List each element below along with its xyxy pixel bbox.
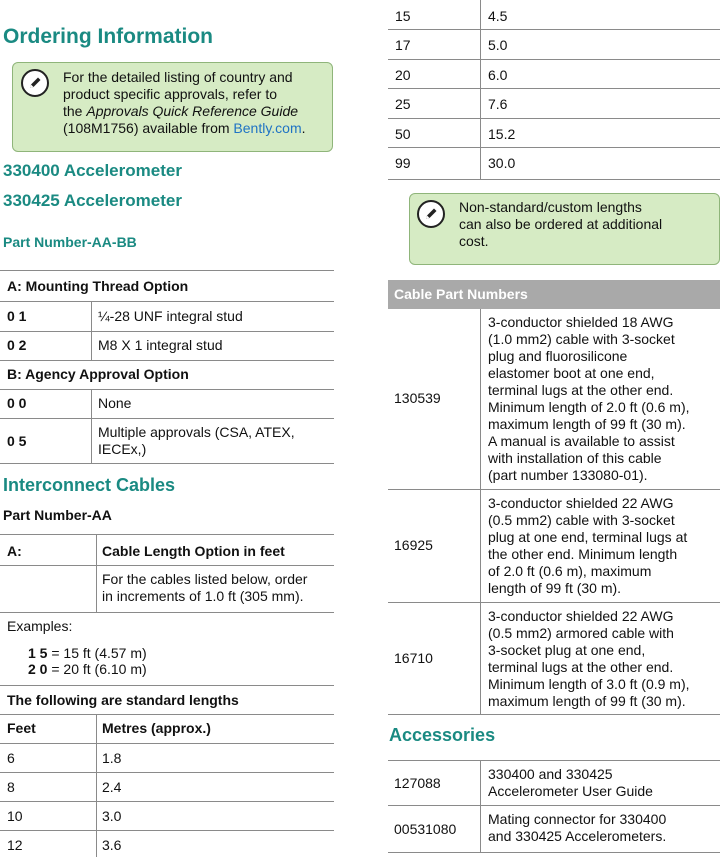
cable-part-numbers-header <box>388 280 720 309</box>
length-row <box>388 89 720 119</box>
note-line <box>63 120 331 137</box>
length-row <box>0 802 334 831</box>
length-row <box>388 148 720 180</box>
instruction-line: For the cables listed below, order <box>102 571 308 587</box>
length-feet: 50 <box>395 126 411 142</box>
accessory-part-number: 00531080 <box>394 821 457 837</box>
length-metres: 1.8 <box>102 750 122 766</box>
cable-part-number: 130539 <box>394 390 441 406</box>
note-text: (108M1756) available from <box>63 120 234 136</box>
interconnect-part-number: Part Number-AA <box>3 507 112 523</box>
length-feet: 6 <box>7 750 15 766</box>
length-feet: 99 <box>395 155 411 171</box>
cable-part-desc <box>488 495 687 597</box>
example-text: = 15 ft (4.57 m) <box>47 645 147 661</box>
length-feet: 10 <box>7 808 23 824</box>
desc-line: Multiple approvals (CSA, ATEX, <box>98 424 295 440</box>
cable-length-option-header: Cable Length Option in feet <box>102 543 285 559</box>
length-metres: 5.0 <box>488 37 508 53</box>
table-row <box>0 390 334 419</box>
example-code: 1 5 <box>28 645 48 661</box>
length-row <box>388 30 720 60</box>
bently-link[interactable]: Bently.com <box>233 120 302 136</box>
length-row <box>0 831 334 857</box>
desc-line: terminal lugs at the other end. <box>488 382 674 398</box>
desc-line: with installation of this cable <box>488 450 662 466</box>
cable-part-numbers-title: Cable Part Numbers <box>394 286 528 302</box>
examples-label: Examples: <box>7 618 73 634</box>
cable-part-row <box>388 309 720 490</box>
length-row <box>0 773 334 802</box>
cable-instruction <box>102 571 307 605</box>
cable-part-number: 16925 <box>394 537 433 553</box>
product-title: 330400 Accelerometer <box>3 161 182 180</box>
option-code: 0 0 <box>7 395 27 411</box>
note-line: For the detailed listing of country and <box>63 69 293 85</box>
column-divider <box>96 715 97 857</box>
desc-line: and 330425 Accelerometers. <box>488 828 667 844</box>
table-row <box>0 419 334 464</box>
length-header-row <box>0 715 334 744</box>
length-feet: 12 <box>7 837 23 853</box>
desc-line: (part number 133080-01). <box>488 467 648 483</box>
length-feet: 8 <box>7 779 15 795</box>
column-divider <box>480 309 481 715</box>
ordering-heading: Ordering Information <box>3 25 213 48</box>
table-row <box>0 302 334 332</box>
desc-line: 330400 and 330425 <box>488 766 613 782</box>
cable-part-row <box>388 490 720 603</box>
note-text: the <box>63 103 87 119</box>
standard-lengths-title-row <box>0 685 334 715</box>
guide-title: Approvals Quick Reference Guide <box>86 103 299 119</box>
approvals-note-text <box>63 69 331 137</box>
instruction-line: in increments of 1.0 ft (305 mm). <box>102 588 304 604</box>
note-line: cost. <box>459 233 489 249</box>
accessory-desc <box>488 811 666 845</box>
custom-lengths-note <box>409 193 720 265</box>
desc-line: elastomer boot at one end, <box>488 365 655 381</box>
desc-line: length of 99 ft (30 m). <box>488 580 622 596</box>
length-metres: 3.6 <box>102 837 122 853</box>
interconnect-heading: Interconnect Cables <box>3 475 176 495</box>
desc-line: maximum length of 99 ft (30 m). <box>488 416 686 432</box>
column-divider <box>480 760 481 853</box>
desc-line: Accelerometer User Guide <box>488 783 653 799</box>
length-metres: 2.4 <box>102 779 122 795</box>
accessory-part-number: 127088 <box>394 775 441 791</box>
length-row <box>388 119 720 148</box>
length-metres: 6.0 <box>488 67 508 83</box>
accessory-row <box>388 806 720 853</box>
option-a-title-row <box>0 270 334 302</box>
cable-instruction-row <box>0 566 334 613</box>
example-line <box>28 661 147 677</box>
option-desc <box>98 424 295 458</box>
desc-line: (0.5 mm2) armored cable with <box>488 625 674 641</box>
desc-line: 3-conductor shielded 22 AWG <box>488 495 674 511</box>
table-row <box>0 332 334 361</box>
length-row <box>0 744 334 773</box>
accessory-desc <box>488 766 653 800</box>
desc-line: 3-conductor shielded 22 AWG <box>488 608 674 624</box>
option-code: 0 1 <box>7 308 27 324</box>
length-metres: 30.0 <box>488 155 516 171</box>
length-feet: 17 <box>395 37 411 53</box>
pencil-icon <box>21 69 49 97</box>
option-desc: ¼-28 UNF integral stud <box>98 308 243 324</box>
note-line: product specific approvals, refer to <box>63 86 277 102</box>
option-code: 0 2 <box>7 337 27 353</box>
example-line <box>28 645 147 661</box>
column-divider <box>96 534 97 613</box>
desc-line: A manual is available to assist <box>488 433 675 449</box>
note-line: Non-standard/custom lengths <box>459 199 642 215</box>
note-text: . <box>301 120 306 136</box>
cable-part-desc <box>488 608 690 710</box>
length-row <box>388 0 720 30</box>
length-row <box>388 60 720 89</box>
cable-part-number: 16710 <box>394 650 433 666</box>
desc-line: Minimum length of 2.0 ft (0.6 m), <box>488 399 690 415</box>
desc-line: Mating connector for 330400 <box>488 811 667 827</box>
accessories-heading: Accessories <box>389 725 496 745</box>
cable-option-header-row <box>0 534 334 566</box>
column-divider <box>91 302 92 361</box>
length-metres: 3.0 <box>102 808 122 824</box>
option-desc: M8 X 1 integral stud <box>98 337 223 353</box>
feet-header: Feet <box>7 720 36 736</box>
accessory-row <box>388 760 720 806</box>
custom-lengths-note-text <box>459 199 719 250</box>
length-feet: 20 <box>395 67 411 83</box>
desc-line: 3-socket plug at one end, <box>488 642 646 658</box>
desc-line: 3-conductor shielded 18 AWG <box>488 314 674 330</box>
desc-line: terminal lugs at the other end. <box>488 659 674 675</box>
option-a-title: A: Mounting Thread Option <box>7 278 189 294</box>
option-code: 0 5 <box>7 433 27 449</box>
desc-line: (1.0 mm2) cable with 3-socket <box>488 331 675 347</box>
example-text: = 20 ft (6.10 m) <box>47 661 147 677</box>
col-a-header: A: <box>7 543 22 559</box>
desc-line: Minimum length of 3.0 ft (0.9 m), <box>488 676 690 692</box>
standard-lengths-title: The following are standard lengths <box>7 692 239 708</box>
desc-line: of 2.0 ft (0.6 m), maximum <box>488 563 652 579</box>
option-desc: None <box>98 395 132 411</box>
column-divider <box>480 0 481 180</box>
desc-line: plug at one end, terminal lugs at <box>488 529 688 545</box>
cable-part-row <box>388 603 720 715</box>
length-feet: 25 <box>395 96 411 112</box>
column-divider <box>91 390 92 464</box>
length-metres: 4.5 <box>488 8 508 24</box>
part-number-heading: Part Number-AA-BB <box>3 234 137 250</box>
note-line <box>63 103 331 120</box>
length-metres: 15.2 <box>488 126 516 142</box>
metres-header: Metres (approx.) <box>102 720 211 736</box>
example-code: 2 0 <box>28 661 48 677</box>
desc-line: (0.5 mm2) cable with 3-socket <box>488 512 675 528</box>
product-title: 330425 Accelerometer <box>3 191 182 210</box>
pencil-icon <box>417 200 445 228</box>
desc-line: plug and fluorosilicone <box>488 348 628 364</box>
note-line: can also be ordered at additional <box>459 216 663 232</box>
option-b-title: B: Agency Approval Option <box>7 366 189 382</box>
desc-line: the other end. Minimum length <box>488 546 678 562</box>
option-b-title-row <box>0 361 334 390</box>
cable-part-desc <box>488 314 690 484</box>
length-feet: 15 <box>395 8 411 24</box>
desc-line: IECEx,) <box>98 441 147 457</box>
length-metres: 7.6 <box>488 96 508 112</box>
approvals-note <box>12 62 333 152</box>
desc-line: maximum length of 99 ft (30 m). <box>488 693 686 709</box>
